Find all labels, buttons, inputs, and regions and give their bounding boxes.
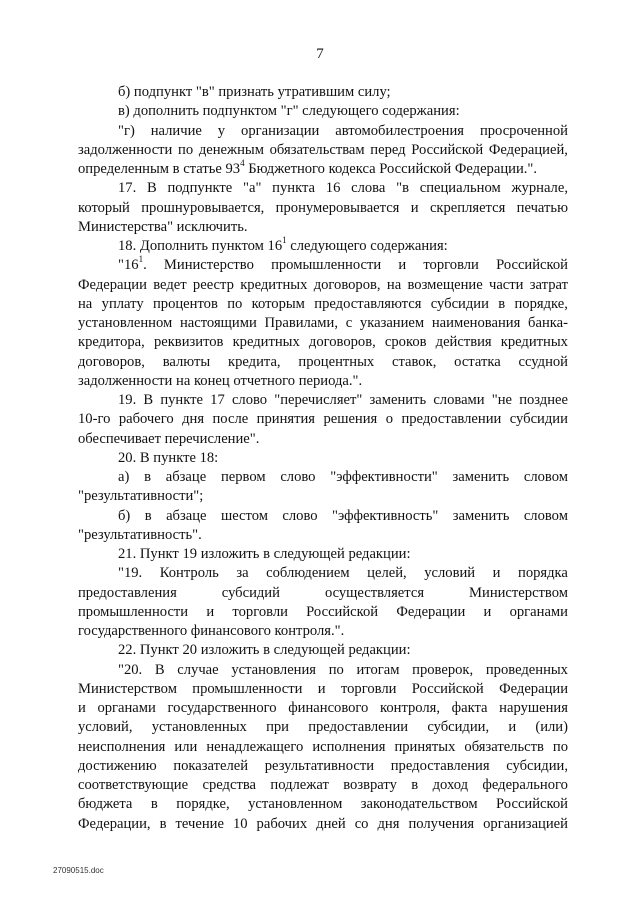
word: факта (451, 700, 488, 716)
word: части (488, 276, 524, 293)
word: промышленности (271, 257, 382, 274)
text-line (78, 353, 568, 372)
word: торговли (232, 603, 288, 620)
word: заменить (452, 469, 510, 485)
word: позднее (519, 392, 568, 408)
word: ведет (153, 276, 187, 293)
word: промышленности (192, 680, 303, 697)
line-text: обеспечивает перечисление". (78, 430, 260, 447)
text-line (78, 333, 568, 352)
text-line (78, 102, 568, 121)
word: кредита, (227, 353, 281, 370)
text-line (78, 256, 568, 275)
word: в (498, 295, 506, 312)
word: органами (97, 700, 156, 716)
text-line (78, 815, 568, 834)
word: "а" (243, 180, 262, 197)
word: договоров, (313, 276, 381, 293)
word: 10 (232, 815, 248, 832)
word: контроля, (379, 700, 441, 716)
line-text: определенным в статье $93^4$ Бюджетного кодекса Российской Федерации.". (78, 158, 538, 177)
word: Российской (306, 603, 379, 620)
text-line (78, 757, 568, 776)
word: слово (282, 507, 318, 524)
text-line (78, 295, 568, 314)
word: заменить (452, 507, 510, 524)
word: Федерации (499, 680, 568, 697)
word: Российской (411, 141, 484, 158)
word: 19. (118, 392, 137, 408)
line-text: 18. Дополнить пунктом $16^1$ следующего содержания: (118, 235, 448, 254)
word: просроченной (479, 122, 568, 139)
text-line (78, 141, 568, 160)
word: "эффективности" (330, 469, 438, 485)
word: целей, (367, 565, 407, 582)
word: установленном (248, 796, 343, 813)
word: условий, (78, 719, 133, 736)
word: случае (177, 661, 219, 678)
word: затрат (529, 276, 568, 293)
word: банка- (528, 315, 568, 331)
text-line (78, 199, 568, 218)
word: "г) (118, 122, 135, 139)
line-text: в) дополнить подпунктом "г" следующего содержания: (118, 103, 460, 120)
word: слова (351, 180, 386, 197)
word: или (174, 738, 198, 755)
word: абзаце (166, 507, 207, 524)
word: по (178, 141, 194, 158)
word: словом (523, 507, 568, 524)
word: денежным (198, 141, 264, 158)
word: промышленности (78, 603, 189, 620)
text-line (78, 564, 568, 583)
word: средства (202, 777, 256, 793)
word: и (317, 680, 326, 697)
word: рабочих (256, 815, 308, 832)
word: на (78, 295, 93, 312)
word: заменить (369, 392, 427, 408)
text-line (78, 545, 568, 564)
word: достижению (78, 757, 157, 774)
text-line (78, 507, 568, 526)
word: Российской (496, 796, 568, 813)
line-text: б) подпункт "в" признать утратившим силу; (118, 84, 391, 100)
line-text: "результативности"; (78, 488, 204, 505)
word: Министерством (78, 680, 177, 697)
word: словом (523, 469, 568, 485)
word: и (508, 719, 517, 736)
text-line (78, 372, 568, 391)
file-name-footer: 27090515.doc (53, 866, 104, 875)
word: при (266, 719, 289, 736)
word: у (217, 122, 226, 139)
text-line (78, 410, 568, 429)
word: договоров, (78, 353, 145, 370)
text-line (78, 795, 568, 814)
word: по (552, 738, 568, 755)
text-line (78, 699, 568, 718)
word: итогам (356, 661, 400, 678)
word: журнале, (511, 180, 568, 197)
word: 17 (210, 392, 225, 408)
word: обязательствам (269, 141, 365, 158)
word: предоставления (78, 584, 177, 601)
word: принятия (256, 411, 315, 428)
word: шестом (220, 507, 268, 524)
word: в (150, 796, 158, 813)
word: дня (182, 411, 205, 428)
word: "в (396, 180, 409, 197)
word: ненадлежащего (206, 738, 304, 755)
word: абзаце (165, 469, 207, 485)
word: 17. (118, 180, 137, 197)
word: а) (118, 469, 130, 485)
word: по (328, 661, 344, 678)
document-body (78, 83, 568, 834)
word: предоставлении (308, 719, 409, 736)
word: рабочего (118, 411, 174, 428)
word: прошнуровывается, (141, 199, 265, 216)
word: ссудной (518, 353, 568, 370)
word: предоставления (390, 757, 490, 774)
word: перед (370, 141, 406, 158)
word: субсидии (430, 295, 489, 312)
word: финансового (288, 700, 369, 716)
word: который (78, 199, 130, 216)
word: установленном (78, 315, 173, 331)
word: исполнения (312, 738, 386, 755)
word: органами (509, 603, 568, 620)
word: течение (175, 815, 224, 832)
word: пункте (160, 392, 203, 408)
word: получения (408, 815, 475, 832)
word: Министерством (469, 584, 568, 601)
word: соответствующие (78, 777, 189, 793)
word: возмещение (407, 276, 483, 293)
word: (или) (535, 719, 568, 736)
word: бюджета (78, 796, 133, 813)
word: "не (491, 392, 513, 408)
word: с (345, 315, 353, 331)
word: уплату (101, 295, 144, 312)
word: ставок, (392, 353, 437, 370)
word: реестр (192, 276, 234, 293)
text-line (78, 776, 568, 795)
word: дня (377, 815, 400, 832)
word: установленных (151, 719, 247, 736)
word: в (144, 469, 151, 485)
word: нарушения (499, 700, 568, 716)
text-line (78, 179, 568, 198)
word: субсидии, (427, 719, 490, 736)
word: на (386, 276, 402, 293)
word: неисполнения (78, 738, 166, 755)
superscript: 4 (240, 158, 245, 169)
word: о (385, 411, 393, 428)
text-line (78, 83, 568, 102)
superscript: 1 (282, 235, 287, 246)
word: в (144, 507, 152, 524)
word: настоящими (179, 315, 257, 331)
word: Министерство (163, 257, 254, 274)
text-line (78, 641, 568, 660)
word: наличие (150, 122, 202, 139)
word: 16 (325, 180, 341, 197)
word: пронумеровывается (275, 199, 400, 216)
line-text: 21. Пункт 19 изложить в следующей редакции: (118, 546, 411, 562)
word: соблюдением (266, 565, 350, 582)
word: проведенных (485, 661, 568, 678)
word: процентов (152, 295, 218, 312)
word: В (147, 180, 157, 197)
word: наименования (431, 315, 521, 331)
word: "перечисляет" (274, 392, 363, 408)
text-line (78, 218, 568, 237)
word: указанием (359, 315, 425, 331)
word: подлежат (270, 777, 329, 793)
word: В (143, 392, 154, 408)
text-line (78, 468, 568, 487)
line-text: 22. Пункт 20 изложить в следующей редакции: (118, 642, 411, 659)
word: торговли (340, 680, 397, 697)
word: Российской (496, 257, 568, 274)
text-line (78, 718, 568, 737)
word: пункта (272, 180, 316, 197)
word: и (483, 603, 492, 620)
word: валюты (162, 353, 211, 370)
word: б) (118, 507, 131, 524)
word: первом (220, 469, 266, 485)
word: и (398, 257, 407, 274)
word: за (236, 565, 249, 582)
word: слово (280, 469, 316, 485)
word: со (354, 815, 369, 832)
word: обязательств (464, 738, 544, 755)
page-number: 7 (316, 46, 324, 62)
text-line (78, 237, 568, 256)
superscript: 1 (138, 254, 144, 265)
line-text: "результативность". (78, 526, 202, 543)
word: порядке, (514, 295, 568, 312)
word: и (206, 603, 215, 620)
word: задолженности (78, 141, 173, 158)
word: кредитных (500, 334, 568, 351)
text-line (78, 622, 568, 641)
word: условий (424, 565, 476, 582)
word: и (492, 565, 501, 582)
word: договоров, (308, 334, 376, 351)
word: доход (432, 777, 468, 793)
text-line (78, 526, 568, 545)
word: установления (231, 661, 317, 678)
text-line (78, 584, 568, 603)
text-line (78, 276, 568, 295)
word: государственного (167, 700, 277, 716)
word: В (154, 661, 165, 678)
word: кредитных (240, 276, 308, 293)
word: "$16^1$. (118, 254, 147, 274)
word: Российской (411, 680, 484, 697)
text-line (78, 680, 568, 699)
text-line (78, 449, 568, 468)
text-line (78, 661, 568, 680)
word: кредитных (232, 334, 300, 351)
text-line (78, 738, 568, 757)
line-text: 20. В пункте 18: (118, 449, 219, 466)
word: в (411, 777, 419, 793)
word: которым (251, 295, 305, 312)
word: остатка (454, 353, 501, 370)
word: решения (323, 411, 378, 428)
word: 10-го (78, 411, 111, 428)
word: предоставляются (314, 295, 422, 312)
word: субсидии (509, 411, 568, 428)
word: организацией (483, 815, 568, 832)
word: законодательством (360, 796, 478, 813)
word: реквизитов (153, 334, 224, 351)
word: возврату (343, 777, 397, 793)
word: слово (231, 392, 268, 408)
word: после (212, 411, 249, 428)
text-line (78, 391, 568, 410)
word: Федерации (396, 603, 466, 620)
word: по (227, 295, 243, 312)
word: сроков (384, 334, 427, 351)
word: словами (433, 392, 485, 408)
word: дней (316, 815, 346, 832)
word: Федерации (78, 276, 147, 293)
text-line (78, 430, 568, 449)
word: и (410, 199, 419, 216)
text-line (78, 122, 568, 141)
text-line (78, 160, 568, 179)
word: организации (241, 122, 320, 139)
word: результативности (264, 757, 375, 774)
word: принятых (394, 738, 456, 755)
word: федерального (482, 777, 568, 793)
word: в (159, 815, 167, 832)
line-text: Министерства" исключить. (78, 218, 248, 235)
word: "19. (118, 565, 143, 582)
word: осуществляется (324, 584, 425, 601)
word: порядка (518, 565, 568, 582)
word: Правилами, (264, 315, 338, 331)
word: порядке, (176, 796, 230, 813)
word: подпункте (167, 180, 233, 197)
word: специальном (419, 180, 501, 197)
word: процентных (298, 353, 375, 370)
word: торговли (423, 257, 479, 274)
word: предоставлении (401, 411, 502, 428)
word: "эффективность" (331, 507, 439, 524)
word: скрепляется (429, 199, 506, 216)
word: показателей (173, 757, 249, 774)
word: Федерацией, (488, 141, 568, 158)
line-text: государственного финансового контроля.". (78, 623, 345, 639)
line-text: задолженности на конец отчетного периода.". (78, 372, 363, 389)
word: Контроль (159, 565, 219, 582)
word: субсидий (221, 584, 280, 601)
word: автомобилестроения (335, 122, 465, 139)
word: проверок, (412, 661, 474, 678)
word: Федерации, (78, 815, 151, 832)
word: субсидии, (506, 757, 568, 774)
text-line (78, 603, 568, 622)
word: и (78, 700, 86, 716)
text-line (78, 487, 568, 506)
word: печатью (516, 199, 568, 216)
text-line (78, 314, 568, 333)
word: "20. (118, 661, 143, 678)
word: действия (435, 334, 492, 351)
word: кредитора, (78, 334, 145, 351)
